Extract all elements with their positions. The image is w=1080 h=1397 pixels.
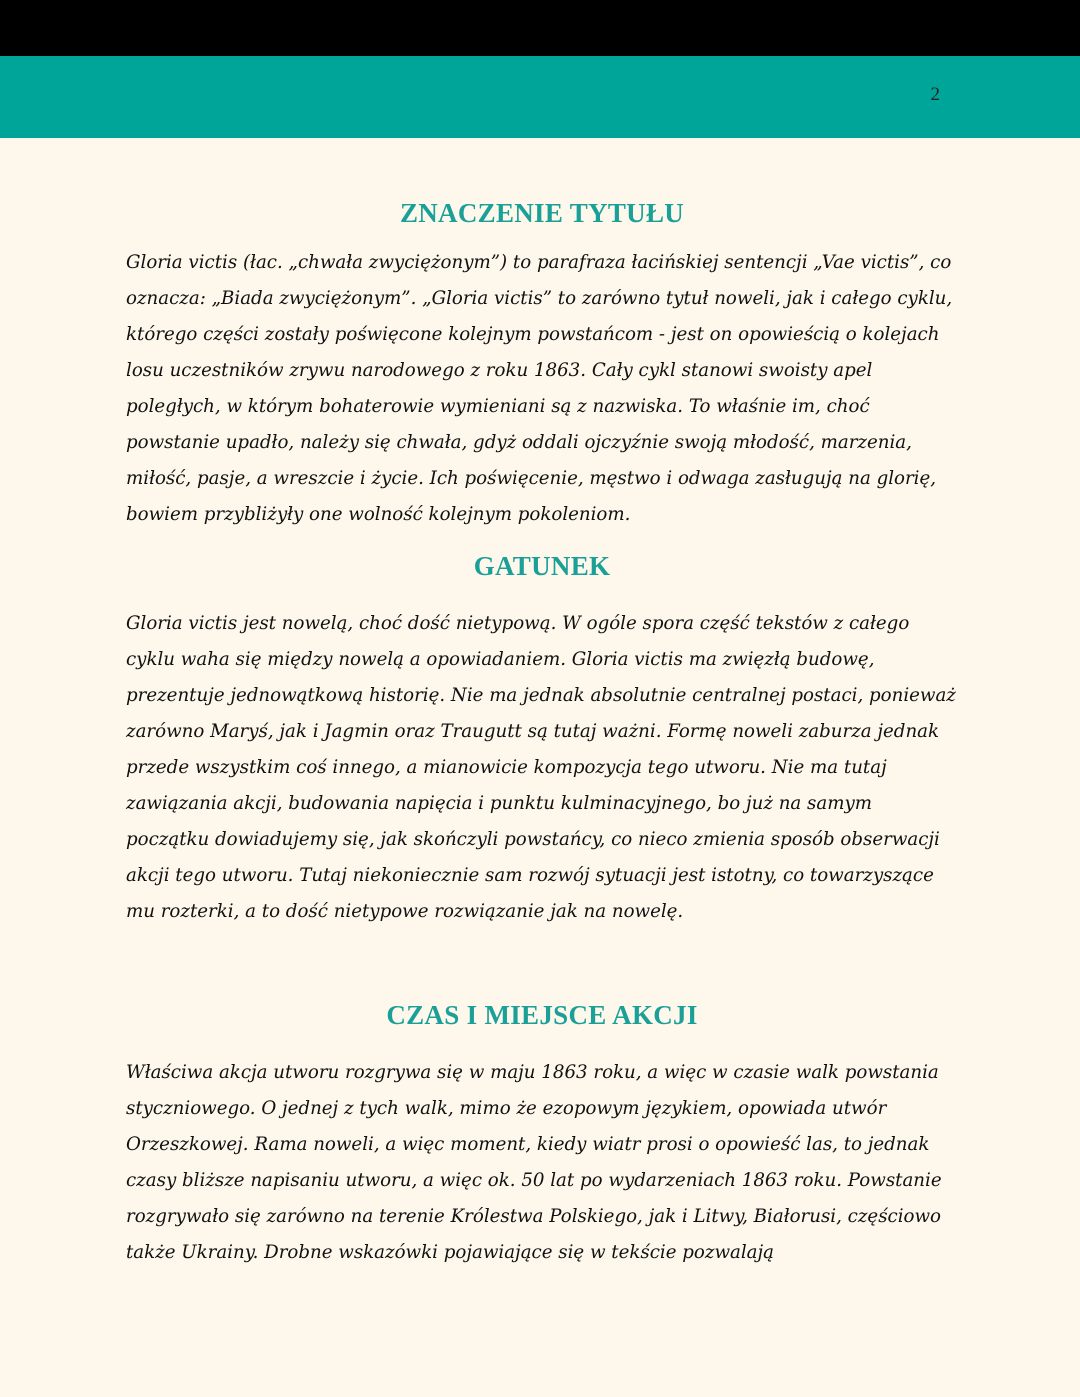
document-body (126, 190, 958, 1271)
top-black-band (0, 0, 1080, 56)
section-title-gatunek: GATUNEK (473, 551, 611, 581)
page-number: 2 (930, 84, 940, 105)
section-title-znaczenie-tytulu: ZNACZENIE TYTUŁU (399, 198, 685, 228)
section-title-czas-i-miejsce-akcji: CZAS I MIEJSCE AKCJI (386, 1000, 698, 1030)
section-text-znaczenie-tytulu: Gloria victis (łac. „chwała zwyciężonym”) to parafraza łacińskiej sentencji „Vae victis”, co oznacza: „Biada zwyciężonym”. „Gloria victis” to zarówno tytuł noweli, jak i całego cyklu, którego części zostały poświęcone kolejnym powstańcom - jest on opowieścią o kolejach losu uczestników zrywu narodowego z roku 1863. Cały cykl stanowi swoisty apel poległych, w którym bohaterowie wymieniani są z nazwiska. To właśnie im, choć powstanie upadło, należy się chwała, gdyż oddali ojczyźnie swoją młodość, marzenia, miłość, pasje, a wreszcie i życie. Ich poświęcenie, męstwo i odwaga zasługują na glorię, bowiem przybliżyły one wolność kolejnym pokoleniom. (126, 252, 953, 525)
header-accent-band (0, 56, 1080, 138)
section-text-gatunek: Gloria victis jest nowelą, choć dość nietypową. W ogóle spora część tekstów z całego cyklu waha się między nowelą a opowiadaniem. Gloria victis ma zwięzłą budowę, prezentuje jednowątkową historię. Nie ma jednak absolutnie centralnej postaci, ponieważ zarówno Maryś, jak i Jagmin oraz Traugutt są tutaj ważni. Formę noweli zaburza jednak przede wszystkim coś innego, a mianowicie kompozycja tego utworu. Nie ma tutaj zawiązania akcji, budowania napięcia i punktu kulminacyjnego, bo już na samym początku dowiadujemy się, jak skończyli powstańcy, co nieco zmienia sposób obserwacji akcji tego utworu. Tutaj niekoniecznie sam rozwój sytuacji jest istotny, co towarzyszące mu rozterki, a to dość nietypowe rozwiązanie jak na nowelę. (126, 613, 956, 922)
section-text-czas-i-miejsce-akcji: Właściwa akcja utworu rozgrywa się w maju 1863 roku, a więc w czasie walk powstania styczniowego. O jednej z tych walk, mimo że ezopowym językiem, opowiada utwór Orzeszkowej. Rama noweli, a więc moment, kiedy wiatr prosi o opowieść las, to jednak czasy bliższe napisaniu utworu, a więc ok. 50 lat po wydarzeniach 1863 roku. Powstanie rozgrywało się zarówno na terenie Królestwa Polskiego, jak i Litwy, Białorusi, częściowo także Ukrainy. Drobne wskazówki pojawiające się w tekście pozwalają (126, 1062, 942, 1263)
